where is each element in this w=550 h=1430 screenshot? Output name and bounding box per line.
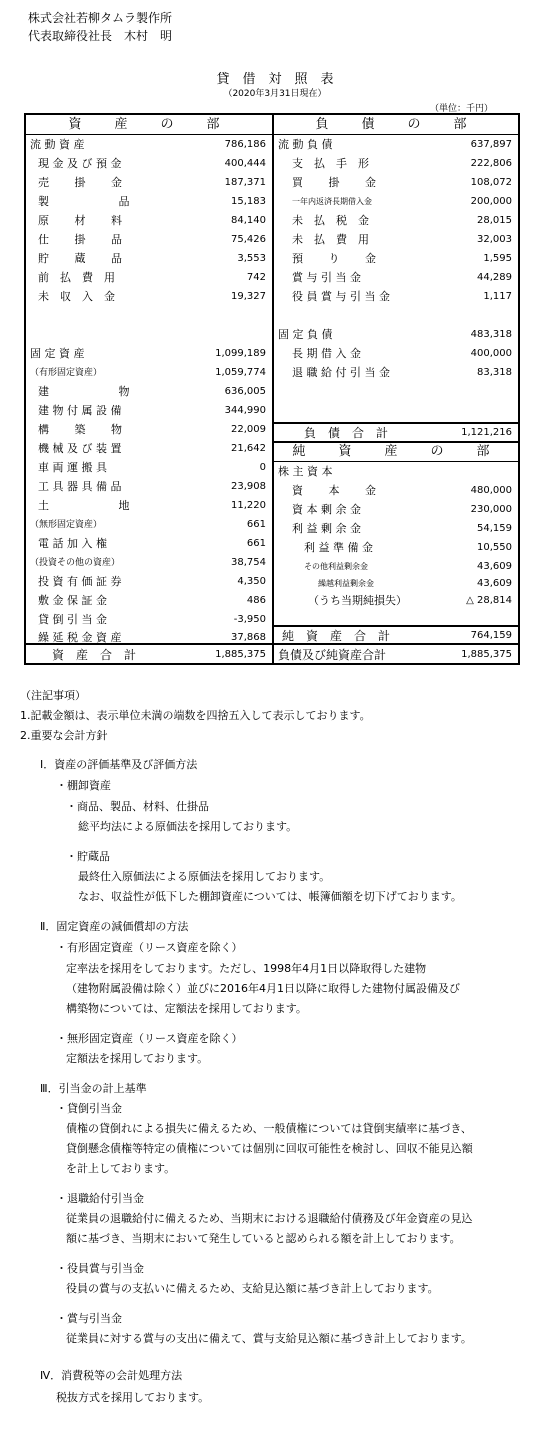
table-row bbox=[26, 364, 272, 382]
row-label: 一年内返済長期借入金 bbox=[292, 197, 372, 206]
note-line: 定額法を採用しております。 bbox=[66, 1052, 209, 1065]
note-line: 従業員に対する賞与の支出に備えて、賞与支給見込額に基づき計上しております。 bbox=[66, 1332, 472, 1345]
row-amount: -3,950 bbox=[233, 614, 266, 625]
table-row bbox=[274, 231, 518, 249]
table-row bbox=[26, 155, 272, 173]
row-amount: 786,186 bbox=[224, 139, 266, 150]
row-label: 株 主 資 本 bbox=[278, 465, 333, 478]
table-row bbox=[274, 520, 518, 538]
row-amount: 22,009 bbox=[231, 424, 266, 435]
table-row bbox=[26, 383, 272, 401]
row-label: 貯 蔵 品 bbox=[38, 252, 122, 265]
table-row bbox=[274, 155, 518, 173]
table-row bbox=[274, 463, 518, 481]
net-assets-heading: 純 資 産 の 部 bbox=[292, 444, 500, 459]
note-line: ・賞与引当金 bbox=[56, 1312, 122, 1325]
row-label: 買 掛 金 bbox=[292, 176, 376, 189]
net-assets-total-label: 純 資 産 合 計 bbox=[282, 629, 391, 643]
row-label: 敷 金 保 証 金 bbox=[38, 594, 107, 607]
row-label: 原 材 料 bbox=[38, 214, 122, 227]
table-row bbox=[26, 250, 272, 268]
row-label: 支 払 手 形 bbox=[292, 157, 369, 170]
row-label: 投 資 有 価 証 券 bbox=[38, 575, 122, 588]
table-row bbox=[274, 501, 518, 519]
row-amount: 75,426 bbox=[231, 234, 266, 245]
row-label: 売 掛 金 bbox=[38, 176, 122, 189]
liabilities-column bbox=[274, 115, 518, 663]
row-amount: 1,099,189 bbox=[215, 348, 266, 359]
row-label: 繰越利益剰余金 bbox=[318, 579, 374, 588]
table-row bbox=[274, 364, 518, 382]
note-line: ・商品、製品、材料、仕掛品 bbox=[66, 800, 209, 813]
note-line: 最終仕入原価法による原価法を採用しております。 bbox=[78, 870, 331, 883]
row-amount: 54,159 bbox=[477, 523, 512, 534]
row-label: 長 期 借 入 金 bbox=[292, 347, 361, 360]
row-amount: 44,289 bbox=[477, 272, 512, 283]
assets-heading: 資 産 の 部 bbox=[68, 117, 230, 132]
row-amount: 19,327 bbox=[231, 291, 266, 302]
assets-total-row bbox=[26, 646, 272, 664]
balance-sheet-table bbox=[24, 113, 520, 665]
row-label: 賞 与 引 当 金 bbox=[292, 271, 361, 284]
note-line: ・退職給付引当金 bbox=[56, 1192, 144, 1205]
table-row bbox=[274, 250, 518, 268]
row-amount: 230,000 bbox=[470, 504, 512, 515]
note-line: 税抜方式を採用しております。 bbox=[56, 1391, 210, 1404]
row-amount: 10,550 bbox=[477, 542, 512, 553]
table-row bbox=[26, 231, 272, 249]
row-amount: 21,642 bbox=[231, 443, 266, 454]
note-line: （注記事項） bbox=[20, 689, 86, 702]
row-amount: 32,003 bbox=[477, 234, 512, 245]
row-amount: 661 bbox=[246, 519, 266, 530]
row-label: 前 払 費 用 bbox=[38, 271, 115, 284]
row-amount: 483,318 bbox=[470, 329, 512, 340]
note-line: 2.重要な会計方針 bbox=[20, 729, 108, 742]
grand-total-amount: 1,885,375 bbox=[461, 649, 512, 660]
table-row bbox=[26, 288, 272, 306]
row-amount: 0 bbox=[259, 462, 266, 473]
table-row bbox=[26, 212, 272, 230]
row-label: 未 収 入 金 bbox=[38, 290, 115, 303]
table-row bbox=[26, 440, 272, 458]
row-amount: 37,868 bbox=[231, 632, 266, 643]
assets-total-amount: 1,885,375 bbox=[215, 649, 266, 660]
row-label: 貸 倒 引 当 金 bbox=[38, 613, 107, 626]
row-amount: 637,897 bbox=[470, 139, 512, 150]
table-row bbox=[26, 611, 272, 629]
table-row bbox=[26, 497, 272, 515]
row-amount: 1,117 bbox=[483, 291, 512, 302]
row-amount: 742 bbox=[246, 272, 266, 283]
row-label: 未 払 税 金 bbox=[292, 214, 369, 227]
row-label: 機 械 及 び 装 置 bbox=[38, 442, 122, 455]
row-amount: 43,609 bbox=[477, 561, 512, 572]
assets-column bbox=[26, 115, 274, 663]
table-row bbox=[274, 174, 518, 192]
row-amount: 4,350 bbox=[237, 576, 266, 587]
row-label: 流 動 資 産 bbox=[30, 138, 85, 151]
row-label: 現 金 及 び 預 金 bbox=[38, 157, 122, 170]
row-amount: 187,371 bbox=[224, 177, 266, 188]
table-row bbox=[274, 193, 518, 211]
row-amount: △ 28,814 bbox=[466, 595, 512, 606]
row-label: 未 払 費 用 bbox=[292, 233, 369, 246]
table-row bbox=[274, 136, 518, 154]
row-label: 資 本 剰 余 金 bbox=[292, 503, 361, 516]
note-line: 役員の賞与の支払いに備えるため、支給見込額に基づき計上しております。 bbox=[66, 1282, 439, 1295]
liabilities-total-amount: 1,121,216 bbox=[461, 427, 512, 438]
note-line: Ⅰ．資産の評価基準及び評価方法 bbox=[40, 758, 198, 771]
note-line: Ⅱ．固定資産の減価償却の方法 bbox=[40, 920, 189, 933]
table-row bbox=[274, 575, 518, 593]
row-label: （うち当期純損失） bbox=[308, 594, 407, 607]
table-row bbox=[26, 554, 272, 572]
row-label: 建 物 付 属 設 備 bbox=[38, 404, 122, 417]
table-row bbox=[26, 573, 272, 591]
liabilities-total-label: 負 債 合 計 bbox=[304, 426, 389, 440]
note-line: 貸倒懸念債権等特定の債権については個別に回収可能性を検討し、回収不能見込額 bbox=[66, 1142, 473, 1155]
note-line: ・貸倒引当金 bbox=[56, 1102, 122, 1115]
row-label: 固 定 負 債 bbox=[278, 328, 333, 341]
table-row bbox=[26, 402, 272, 420]
table-row bbox=[26, 345, 272, 363]
row-amount: 344,990 bbox=[224, 405, 266, 416]
table-row bbox=[26, 459, 272, 477]
table-row bbox=[274, 288, 518, 306]
row-label: 建 物 bbox=[38, 385, 130, 398]
row-amount: 83,318 bbox=[477, 367, 512, 378]
row-amount: 15,183 bbox=[231, 196, 266, 207]
note-line: （建物附属設備は除く）並びに2016年4月1日以降に取得した建物付属設備及び bbox=[66, 982, 460, 995]
row-label: 電 話 加 入 権 bbox=[38, 537, 107, 550]
row-amount: 84,140 bbox=[231, 215, 266, 226]
table-row bbox=[26, 629, 272, 647]
row-label: 車 両 運 搬 具 bbox=[38, 461, 107, 474]
row-amount: 23,908 bbox=[231, 481, 266, 492]
note-line: 額に基づき、当期末において発生していると認められる額を計上しております。 bbox=[66, 1232, 461, 1245]
grand-total-row bbox=[274, 646, 518, 664]
table-row bbox=[274, 539, 518, 557]
row-amount: 1,595 bbox=[483, 253, 512, 264]
liabilities-total-row bbox=[274, 424, 518, 442]
row-amount: 38,754 bbox=[231, 557, 266, 568]
table-row bbox=[26, 269, 272, 287]
row-label: 繰 延 税 金 資 産 bbox=[38, 631, 122, 644]
note-line: 定率法を採用をしております。ただし、1998年4月1日以降取得した建物 bbox=[66, 962, 427, 975]
row-amount: 400,444 bbox=[224, 158, 266, 169]
row-label: 預 り 金 bbox=[292, 252, 376, 265]
row-label: 土 地 bbox=[38, 499, 130, 512]
row-label: （無形固定資産） bbox=[30, 520, 103, 530]
note-line: 1.記載金額は、表示単位未満の端数を四捨五入して表示しております。 bbox=[20, 709, 371, 722]
table-row bbox=[26, 516, 272, 534]
row-label: 構 築 物 bbox=[38, 423, 122, 436]
company-name: 株式会社若柳タムラ製作所 bbox=[28, 11, 173, 25]
row-amount: 661 bbox=[246, 538, 266, 549]
grand-total-label: 負債及び純資産合計 bbox=[278, 648, 387, 662]
table-row bbox=[274, 558, 518, 576]
table-row bbox=[26, 136, 272, 154]
row-amount: 28,015 bbox=[477, 215, 512, 226]
note-line: Ⅳ．消費税等の会計処理方法 bbox=[40, 1369, 183, 1382]
row-amount: 636,005 bbox=[224, 386, 266, 397]
row-amount: 108,072 bbox=[470, 177, 512, 188]
row-label: その他利益剰余金 bbox=[304, 562, 368, 571]
note-line: ・役員賞与引当金 bbox=[56, 1262, 144, 1275]
note-line: ・棚卸資産 bbox=[56, 779, 111, 792]
row-label: 製 品 bbox=[38, 195, 130, 208]
row-label: 工 具 器 具 備 品 bbox=[38, 480, 122, 493]
note-line: を計上しております。 bbox=[66, 1162, 176, 1175]
table-row bbox=[274, 592, 518, 610]
table-row bbox=[274, 269, 518, 287]
row-amount: 3,553 bbox=[237, 253, 266, 264]
row-amount: 400,000 bbox=[470, 348, 512, 359]
row-amount: 480,000 bbox=[470, 485, 512, 496]
row-amount: 200,000 bbox=[470, 196, 512, 207]
row-label: 役 員 賞 与 引 当 金 bbox=[292, 290, 390, 303]
note-line: ・貯蔵品 bbox=[66, 850, 110, 863]
row-label: （有形固定資産） bbox=[30, 368, 103, 378]
table-row bbox=[274, 482, 518, 500]
note-line: 総平均法による原価法を採用しております。 bbox=[78, 820, 298, 833]
note-line: 構築物については、定額法を採用しております。 bbox=[66, 1002, 307, 1015]
row-amount: 11,220 bbox=[231, 500, 266, 511]
row-label: 利 益 剰 余 金 bbox=[292, 522, 361, 535]
row-amount: 43,609 bbox=[477, 578, 512, 589]
row-label: 利 益 準 備 金 bbox=[304, 541, 373, 554]
table-row bbox=[274, 345, 518, 363]
note-line: ・有形固定資産（リース資産を除く） bbox=[56, 941, 243, 954]
table-row bbox=[274, 212, 518, 230]
row-label: （投資その他の資産） bbox=[30, 558, 121, 568]
note-line: 債権の貸倒れによる損失に備えるため、一般債権については貸倒実績率に基づき、 bbox=[66, 1122, 472, 1135]
table-row bbox=[26, 174, 272, 192]
document-title: 貸 借 対 照 表 bbox=[216, 72, 334, 87]
row-label: 固 定 資 産 bbox=[30, 347, 85, 360]
assets-total-label: 資 産 合 計 bbox=[52, 648, 137, 662]
row-label: 資 本 金 bbox=[292, 484, 376, 497]
row-label: 退 職 給 付 引 当 金 bbox=[292, 366, 390, 379]
table-row bbox=[26, 592, 272, 610]
note-line: なお、収益性が低下した棚卸資産については、帳簿価額を切下げております。 bbox=[78, 890, 462, 903]
note-line: ・無形固定資産（リース資産を除く） bbox=[56, 1032, 243, 1045]
row-amount: 1,059,774 bbox=[215, 367, 266, 378]
note-line: 従業員の退職給付に備えるため、当期末における退職給付債務及び年金資産の見込 bbox=[66, 1212, 473, 1225]
table-row bbox=[26, 193, 272, 211]
row-label: 仕 掛 品 bbox=[38, 233, 122, 246]
document-date: （2020年3月31日現在） bbox=[223, 89, 327, 99]
liabilities-heading: 負 債 の 部 bbox=[315, 117, 477, 132]
table-row bbox=[26, 478, 272, 496]
note-line: Ⅲ．引当金の計上基準 bbox=[40, 1082, 147, 1095]
table-row bbox=[26, 421, 272, 439]
row-amount: 222,806 bbox=[470, 158, 512, 169]
row-amount: 486 bbox=[246, 595, 266, 606]
representative-name: 代表取締役社長 木村 明 bbox=[28, 29, 173, 43]
table-row bbox=[274, 326, 518, 344]
row-label: 流 動 負 債 bbox=[278, 138, 333, 151]
unit-label: （単位：千円） bbox=[430, 104, 494, 114]
table-row bbox=[26, 535, 272, 553]
net-assets-total-amount: 764,159 bbox=[470, 630, 512, 641]
